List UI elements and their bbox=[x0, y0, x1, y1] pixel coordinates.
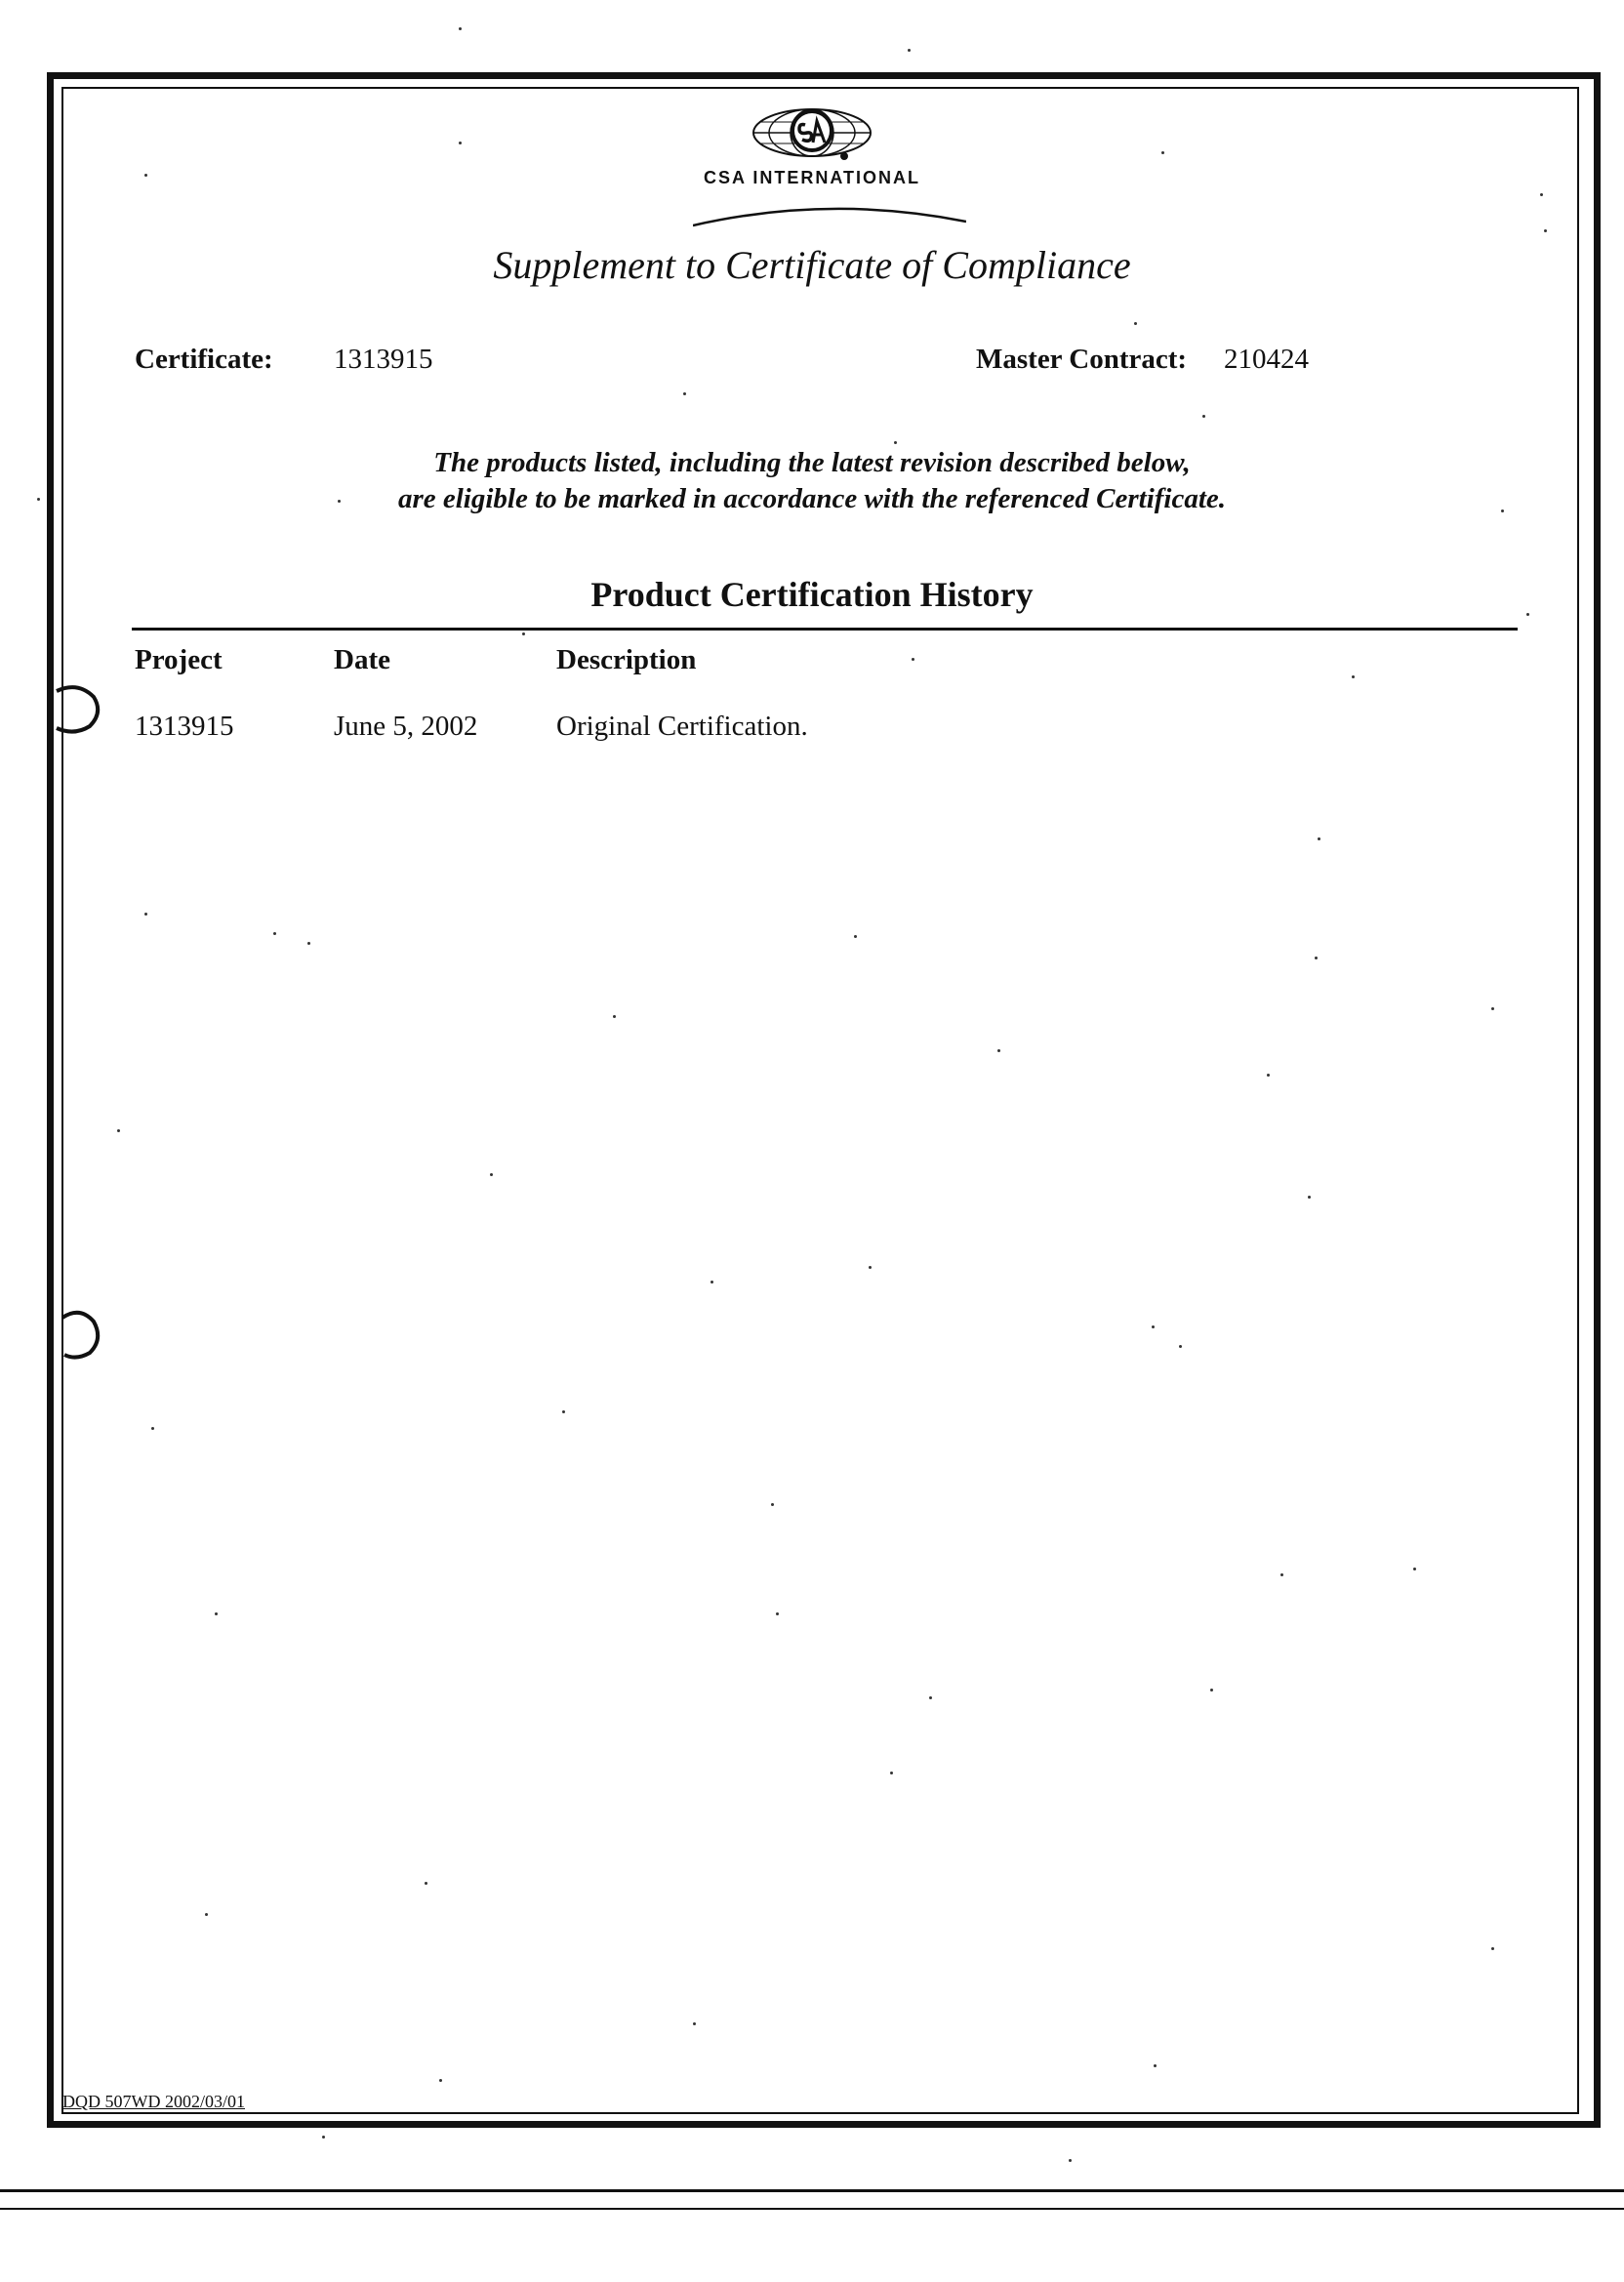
scan-speck bbox=[459, 27, 462, 30]
master-contract-number: 210424 bbox=[1224, 344, 1309, 375]
scan-speck bbox=[1544, 229, 1547, 232]
row-project: 1313915 bbox=[135, 711, 234, 742]
certificate-number: 1313915 bbox=[334, 344, 433, 375]
scan-speck bbox=[439, 2079, 442, 2082]
column-header-project: Project bbox=[135, 644, 223, 675]
scan-speck bbox=[37, 498, 40, 501]
history-heading: Product Certification History bbox=[590, 575, 1034, 614]
scan-speck bbox=[1152, 1325, 1155, 1328]
logo-underline-arc bbox=[693, 200, 966, 229]
scan-speck bbox=[273, 932, 276, 935]
csa-globe-logo-icon bbox=[749, 96, 875, 164]
scan-speck bbox=[710, 1281, 713, 1284]
column-header-date: Date bbox=[334, 644, 390, 675]
column-header-description: Description bbox=[556, 644, 697, 675]
scan-speck bbox=[1501, 509, 1504, 512]
scan-speck bbox=[459, 142, 462, 144]
scan-speck bbox=[522, 632, 525, 635]
scan-speck bbox=[490, 1173, 493, 1176]
scan-speck bbox=[894, 441, 897, 444]
scan-speck bbox=[1267, 1074, 1270, 1077]
eligibility-notice-line-2: are eligible to be marked in accordance with the referenced Certificate. bbox=[397, 483, 1227, 514]
eligibility-notice-line-1: The products listed, including the latest revision described below, bbox=[433, 447, 1191, 478]
scan-speck bbox=[1491, 1947, 1494, 1950]
scan-speck bbox=[693, 2022, 696, 2025]
scan-speck bbox=[908, 49, 911, 52]
document-inner-border bbox=[61, 87, 1579, 2114]
row-description: Original Certification. bbox=[556, 711, 808, 742]
scan-speck bbox=[1352, 675, 1355, 678]
scan-speck bbox=[912, 658, 914, 661]
punch-hole-icon bbox=[51, 1308, 103, 1361]
form-code: DQD 507WD 2002/03/01 bbox=[62, 2092, 245, 2111]
csa-logo bbox=[0, 96, 1624, 164]
page-title: Supplement to Certificate of Compliance bbox=[493, 243, 1131, 287]
row-date: June 5, 2002 bbox=[334, 711, 478, 742]
scan-speck bbox=[1210, 1689, 1213, 1691]
scan-speck bbox=[1280, 1573, 1283, 1576]
scan-speck bbox=[117, 1129, 120, 1132]
scan-speck bbox=[771, 1503, 774, 1506]
scan-speck bbox=[1069, 2159, 1072, 2162]
scan-speck bbox=[1318, 837, 1320, 840]
scan-speck bbox=[1540, 193, 1543, 196]
scan-speck bbox=[683, 392, 686, 395]
scan-speck bbox=[1161, 151, 1164, 154]
scan-speck bbox=[144, 913, 147, 916]
scan-speck bbox=[322, 2136, 325, 2139]
scan-speck bbox=[562, 1410, 565, 1413]
scan-speck bbox=[205, 1913, 208, 1916]
scan-speck bbox=[1154, 2064, 1157, 2067]
scan-speck bbox=[425, 1882, 427, 1885]
scan-speck bbox=[151, 1427, 154, 1430]
scan-speck bbox=[890, 1772, 893, 1774]
scan-speck bbox=[1413, 1568, 1416, 1570]
certificate-label: Certificate: bbox=[135, 344, 273, 375]
scan-speck bbox=[1179, 1345, 1182, 1348]
scan-bottom-rule bbox=[0, 2189, 1624, 2192]
scan-bottom-rule-thin bbox=[0, 2208, 1624, 2210]
logo-wordmark: CSA INTERNATIONAL bbox=[704, 168, 920, 187]
scan-speck bbox=[1526, 613, 1529, 616]
scan-speck bbox=[929, 1696, 932, 1699]
scan-speck bbox=[1134, 322, 1137, 325]
scan-speck bbox=[997, 1049, 1000, 1052]
scan-speck bbox=[307, 942, 310, 945]
scan-speck bbox=[1308, 1196, 1311, 1199]
history-heading-rule bbox=[132, 628, 1518, 631]
scan-speck bbox=[1202, 415, 1205, 418]
scan-speck bbox=[869, 1266, 872, 1269]
scan-speck bbox=[1491, 1007, 1494, 1010]
scan-speck bbox=[338, 500, 341, 503]
scan-speck bbox=[144, 174, 147, 177]
scan-speck bbox=[854, 935, 857, 938]
scan-speck bbox=[613, 1015, 616, 1018]
scan-speck bbox=[1315, 957, 1318, 959]
punch-hole-icon bbox=[51, 683, 103, 736]
scan-speck bbox=[215, 1612, 218, 1615]
scan-speck bbox=[776, 1612, 779, 1615]
master-contract-label: Master Contract: bbox=[976, 344, 1188, 375]
